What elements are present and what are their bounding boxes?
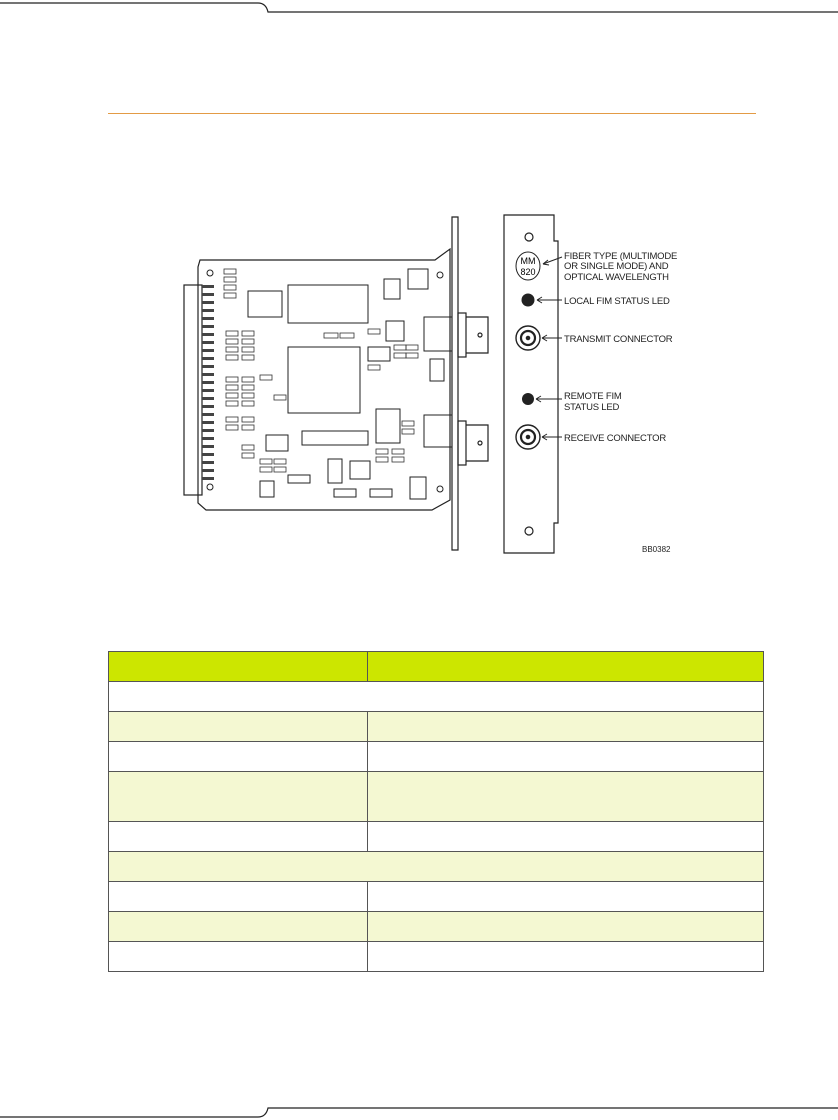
- transmit-connector: [516, 326, 540, 350]
- page-frame-bottom: [0, 1100, 838, 1120]
- table-row: [109, 772, 764, 822]
- table-cell: [368, 942, 764, 972]
- table-header-cell: [368, 652, 764, 682]
- table-row: [109, 912, 764, 942]
- badge-line-2: 820: [520, 267, 536, 277]
- table-row: [109, 822, 764, 852]
- callout-transmit: TRANSMIT CONNECTOR: [564, 334, 673, 345]
- page-frame-top: [0, 0, 838, 20]
- table-row: [109, 882, 764, 912]
- edge-connector-pins: [202, 285, 214, 480]
- table-cell: [109, 822, 368, 852]
- figure-id: BB0382: [642, 545, 671, 554]
- section-rule: [108, 113, 756, 114]
- table-cell: [368, 882, 764, 912]
- table-row: [109, 742, 764, 772]
- fim-board-figure: [170, 205, 690, 575]
- callout-remote-led-1: REMOTE FIM: [564, 391, 622, 402]
- table-row: [109, 942, 764, 972]
- board-components: [248, 269, 452, 499]
- table-row: [109, 682, 764, 712]
- table-cell: [368, 712, 764, 742]
- badge-line-1: MM: [520, 256, 536, 266]
- table-cell: [109, 882, 368, 912]
- table-section-cell: [109, 852, 764, 882]
- table-row: [109, 712, 764, 742]
- table-cell: [109, 712, 368, 742]
- callout-receive: RECEIVE CONNECTOR: [564, 433, 666, 444]
- receive-connector: [516, 425, 540, 449]
- table-header-row: [109, 652, 764, 682]
- table-row: [109, 852, 764, 882]
- table-cell: [109, 772, 368, 822]
- table-cell: [109, 742, 368, 772]
- table-cell: [368, 772, 764, 822]
- board-bracket: [452, 217, 488, 550]
- table-cell: [368, 822, 764, 852]
- callout-local-led: LOCAL FIM STATUS LED: [564, 296, 670, 307]
- table-section-cell: [109, 682, 764, 712]
- table-header-cell: [109, 652, 368, 682]
- remote-status-led: [522, 393, 534, 405]
- local-status-led: [522, 294, 535, 307]
- table-cell: [109, 942, 368, 972]
- callout-fiber-type-1: FIBER TYPE (MULTIMODE: [564, 251, 678, 262]
- table-cell: [109, 912, 368, 942]
- table-cell: [368, 912, 764, 942]
- spec-table: [108, 651, 764, 972]
- table-cell: [368, 742, 764, 772]
- callout-remote-led-2: STATUS LED: [564, 402, 620, 413]
- callout-fiber-type-3: OPTICAL WAVELENGTH: [564, 272, 669, 283]
- callout-fiber-type-2: OR SINGLE MODE) AND: [564, 261, 669, 272]
